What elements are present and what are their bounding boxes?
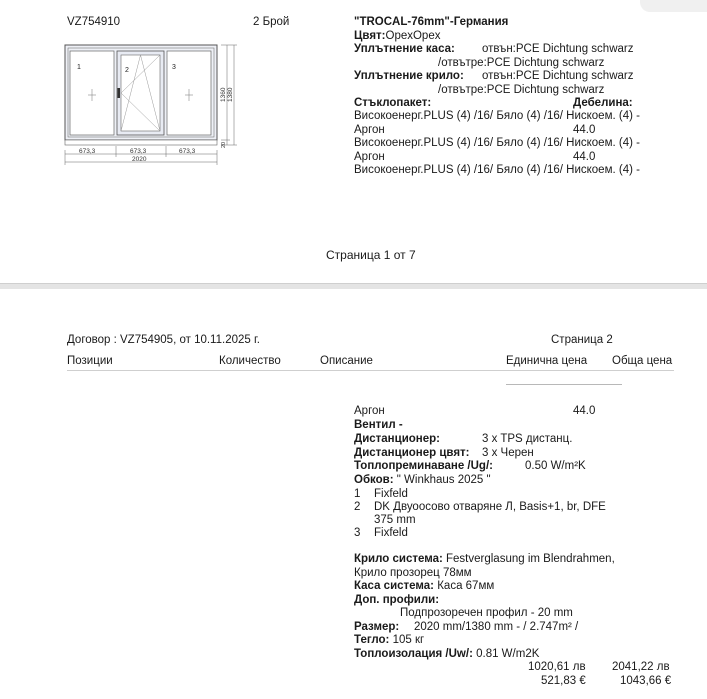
seal-sash-in: отвън:PCE Dichtung schwarz (482, 70, 634, 82)
height-inner-dimension: 1360 (220, 87, 227, 102)
sash-number: 2 (125, 67, 129, 74)
fittings-value: " Winkhaus 2025 " (396, 474, 491, 486)
seal-frame-out: /отвътре:PCE Dichtung schwarz (438, 57, 605, 69)
window-drawing (55, 40, 245, 170)
seal-frame-label: Уплътнение каса: (354, 43, 455, 55)
total-price-bgn: 2041,22 лв (612, 661, 670, 673)
height-total-dimension: 1380 (227, 87, 234, 102)
width-dimension: 673,3 (79, 148, 96, 155)
fitting-number: 1 (354, 488, 361, 500)
contract-info: Договор : VZ754905, от 10.11.2025 г. (67, 334, 260, 346)
sill-profile (65, 140, 217, 145)
fittings-label: Обков: (354, 474, 394, 486)
uw-line (354, 648, 539, 660)
header-divider (67, 370, 674, 371)
sash-number: 3 (172, 64, 176, 71)
weight-value: 105 кг (392, 634, 425, 646)
seal-sash-out: /отвътре:PCE Dichtung schwarz (438, 84, 605, 96)
glass-row: Високоенерг.PLUS (4) /16/ Бяло (4) /16/ Нискоем. (4) - (354, 110, 640, 122)
uw-label: Топлоизолация /Uw/: (354, 648, 473, 660)
pane-2 (117, 51, 164, 135)
argon-thickness: 44.0 (573, 405, 596, 417)
column-header-positions: Позиции (67, 355, 113, 367)
page-footer: Страница 1 от 7 (326, 248, 416, 262)
glass-row: Високоенерг.PLUS (4) /16/ Бяло (4) /16/ Нискоем. (4) - (354, 137, 640, 149)
unit-price-eur: 521,83 € (541, 675, 586, 687)
color-line (354, 30, 440, 42)
header-underline (506, 384, 622, 385)
fitting-text: Fixfeld (374, 527, 408, 539)
spacer-color-label: Дистанционер цвят: (354, 447, 470, 459)
argon-line: Аргон (354, 405, 385, 417)
fittings-line (354, 474, 491, 486)
ug-label: Топлопреминаване /Ug/: (354, 460, 493, 472)
weight-line (354, 634, 424, 646)
unit-price-bgn: 1020,61 лв (528, 661, 586, 673)
fitting-text: 375 mm (374, 514, 416, 526)
sill-dimension: 20 (221, 141, 227, 148)
glass-header: Стъклопакет: (354, 97, 432, 109)
sash-number: 1 (77, 64, 81, 71)
spacer-color-value: 3 x Черен (482, 447, 534, 459)
glass-row: Аргон (354, 124, 385, 136)
window-corner (640, 0, 707, 12)
item-quantity: 2 Брой (253, 16, 290, 28)
column-header-total-price: Обща цена (612, 355, 673, 367)
fitting-number: 3 (354, 527, 361, 539)
frame-system-label: Каса система: (354, 580, 435, 592)
sash-system-value-2: Крило прозорец 78мм (354, 567, 472, 579)
ug-value: 0.50 W/m²K (525, 460, 586, 472)
valve-line: Вентил - (354, 419, 403, 431)
fitting-number: 2 (354, 501, 361, 513)
total-price-eur: 1043,66 € (620, 675, 672, 687)
weight-label: Тегло: (354, 634, 390, 646)
glass-row: Аргон (354, 151, 385, 163)
frame-system-line (354, 580, 494, 592)
uw-value: 0.81 W/m2K (476, 648, 540, 660)
glass-row: Високоенерг.PLUS (4) /16/ Бяло (4) /16/ Нискоем. (4) - (354, 164, 640, 176)
sash-system-line (354, 553, 615, 565)
sash-system-value: Festverglasung im Blendrahmen, (446, 553, 615, 565)
width-dimension: 673,3 (179, 148, 196, 155)
page-break (0, 283, 707, 289)
color-label: Цвят: (354, 30, 386, 42)
spacer-value: 3 x TPS дистанц. (482, 433, 573, 445)
sash-system-label: Крило система: (354, 553, 443, 565)
size-label: Размер: (354, 621, 400, 633)
size-value: 2020 mm/1380 mm - / 2.747m² / (414, 621, 579, 633)
glass-thickness: 44.0 (573, 151, 596, 163)
page-number: Страница 2 (551, 334, 613, 346)
seal-sash-label: Уплътнение крило: (354, 70, 464, 82)
thickness-header: Дебелина: (573, 97, 633, 109)
column-header-unit-price: Единична цена (506, 355, 588, 367)
frame-system-value: Каса 67мм (437, 580, 495, 592)
extra-profiles-value: Подпрозоречен профил - 20 mm (400, 607, 573, 619)
spacer-label: Дистанционер: (354, 433, 440, 445)
width-dimension: 673,3 (130, 148, 147, 155)
column-header-quantity: Количество (219, 355, 281, 367)
extra-profiles-label: Доп. профили: (354, 594, 440, 606)
total-width-dimension: 2020 (132, 156, 147, 163)
fitting-text: DK Двуоосово отваряне Л, Basis+1, br, DFE (374, 501, 606, 513)
color-value: OpexOpex (385, 30, 441, 42)
item-code: VZ754910 (67, 16, 121, 28)
glass-thickness: 44.0 (573, 124, 596, 136)
seal-frame-in: отвън:PCE Dichtung schwarz (482, 43, 634, 55)
column-header-description: Описание (320, 355, 373, 367)
product-title: "TROCAL-76mm"-Германия (354, 16, 509, 28)
fitting-text: Fixfeld (374, 488, 408, 500)
